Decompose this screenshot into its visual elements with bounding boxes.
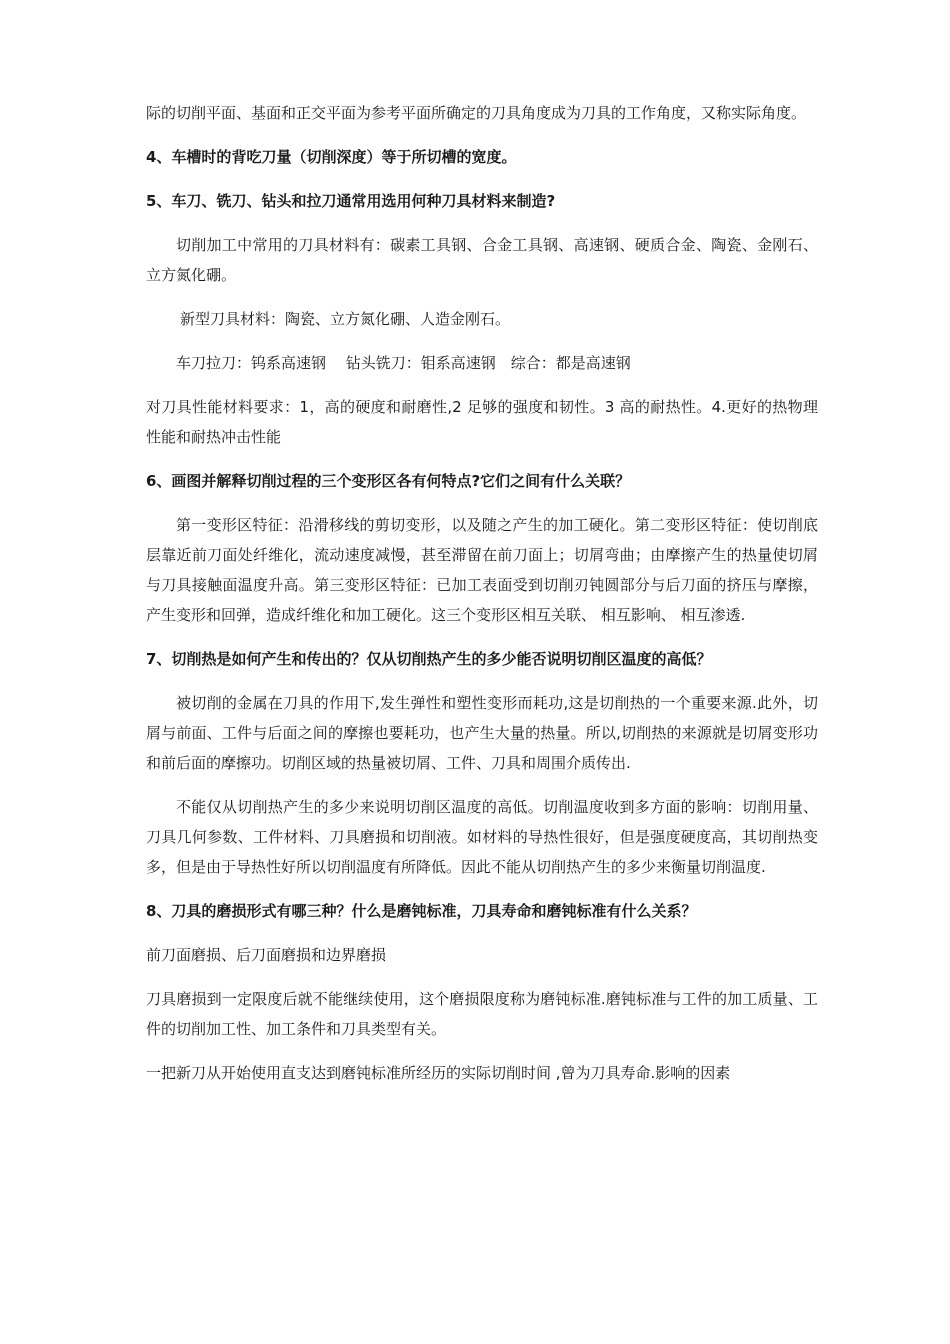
paragraph-cutting-temperature: 不能仅从切削热产生的多少来说明切削区温度的高低。切削温度收到多方面的影响：切削用量、刀具几何参数、工件材料、刀具磨损和切削液。如材料的导热性很好，但是强度硬度高，其切削热变多，但是由于导热性好所以切削温度有所降低。因此不能从切削热产生的多少来衡量切削温度. <box>146 798 818 876</box>
paragraph-tool-steel-types: 车刀拉刀：钨系高速钢 钻头铣刀：钼系高速钢 综合：都是高速钢 <box>176 354 631 372</box>
paragraph-tool-materials: 切削加工中常用的刀具材料有：碳素工具钢、合金工具钢、高速钢、硬质合金、陶瓷、金刚石、立方氮化硼。 <box>146 236 818 284</box>
paragraph-working-angle: 际的切削平面、基面和正交平面为参考平面所确定的刀具角度成为刀具的工作角度，又称实际角度。 <box>146 104 807 122</box>
paragraph-wear-forms: 前刀面磨损、后刀面磨损和边界磨损 <box>146 946 387 964</box>
paragraph-tool-life: 一把新刀从开始使用直支达到磨钝标准所经历的实际切削时间 ,曾为刀具寿命.影响的因素 <box>146 1064 731 1082</box>
paragraph-new-materials: 新型刀具材料：陶瓷、立方氮化硼、人造金刚石。 <box>180 310 511 328</box>
heading-q8: 8、刀具的磨损形式有哪三种？什么是磨钝标准，刀具寿命和磨钝标准有什么关系？ <box>146 902 697 920</box>
heading-q6: 6、画图并解释切削过程的三个变形区各有何特点?它们之间有什么关联？ <box>146 472 631 490</box>
paragraph-cutting-heat-source: 被切削的金属在刀具的作用下,发生弹性和塑性变形而耗功,这是切削热的一个重要来源.此外，切屑与前面、工件与后面之间的摩擦也要耗功，也产生大量的热量。所以,切削热的来源就是切屑变形功和前后面的摩擦功。切削区域的热量被切屑、工件、刀具和周围介质传出. <box>146 694 818 772</box>
paragraph-deformation-zones: 第一变形区特征：沿滑移线的剪切变形，以及随之产生的加工硬化。第二变形区特征：使切削底层靠近前刀面处纤维化，流动速度减慢，甚至滞留在前刀面上；切屑弯曲；由摩擦产生的热量使切屑与刀具接触面温度升高。第三变形区特征：已加工表面受到切削刃钝圆部分与后刀面的挤压与摩擦，产生变形和回弹，造成纤维化和加工硬化。这三个变形区相互关联、 相互影响、 相互渗透. <box>146 516 818 624</box>
document-page <box>146 98 818 1102</box>
paragraph-material-requirements: 对刀具性能材料要求：1，高的硬度和耐磨性,2 足够的强度和韧性。3 高的耐热性。4.更好的热物理性能和耐热冲击性能 <box>146 398 818 446</box>
heading-q7: 7、切削热是如何产生和传出的？仅从切削热产生的多少能否说明切削区温度的高低？ <box>146 650 712 668</box>
heading-q5: 5、车刀、铣刀、钻头和拉刀通常用选用何种刀具材料来制造? <box>146 192 556 210</box>
heading-q4: 4、车槽时的背吃刀量（切削深度）等于所切槽的宽度。 <box>146 148 517 166</box>
paragraph-blunting-standard: 刀具磨损到一定限度后就不能继续使用，这个磨损限度称为磨钝标准.磨钝标准与工件的加工质量、工件的切削加工性、加工条件和刀具类型有关。 <box>146 990 818 1038</box>
